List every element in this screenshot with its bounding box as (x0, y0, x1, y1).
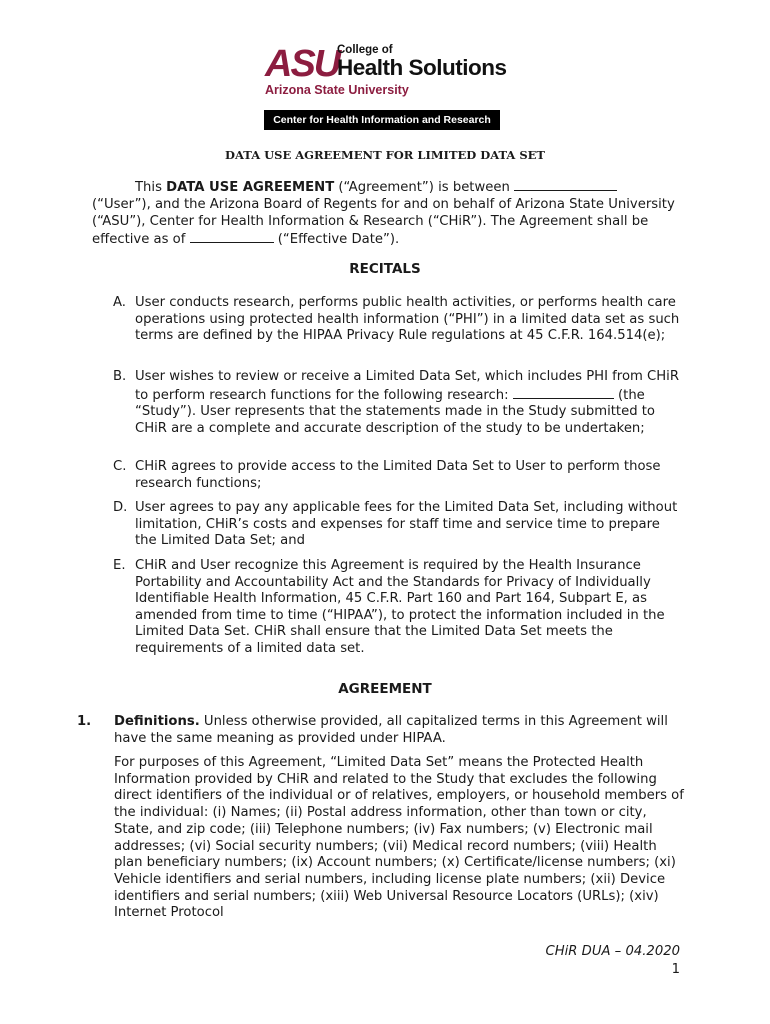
effective-date-blank[interactable] (190, 230, 274, 243)
intro-effective: (“Effective Date”). (273, 232, 400, 247)
recital-text: User agrees to pay any applicable fees for the Limited Data Set, including without limitation, CHiR’s costs and expenses for staff time and service time to prepare the Limited Data Set; and (135, 500, 678, 548)
recital-letter: C. (113, 459, 127, 474)
agreement-heading: AGREEMENT (338, 681, 432, 697)
recital-text-b: (the “Study”). User represents that the statements made in the Study submitted to CHiR are a complete and accurate description of the study to be undertaken; (135, 387, 656, 436)
center-banner: Center for Health Information and Research (264, 110, 500, 130)
section-number: 1. (77, 714, 92, 729)
recital-e (113, 558, 683, 657)
intro-rest: (“User”), and the Arizona Board of Regents for and on behalf of Arizona State University (“ASU”), Center for Health Information & Research (“CHiR”). The Agreement shall be effective as of (92, 197, 675, 247)
definitions-section (77, 714, 682, 747)
recital-text: CHiR and User recognize this Agreement is required by the Health Insurance Portability and Accountability Act and the Standards for Privacy of Individually Identifiable Health Information, 45 C.F.R. Part 160 and Part 164, Subpart E, as amended from time to time (“HIPAA”), to protect the information included in the Limited Data Set. CHiR shall ensure that the Limited Data Set meets the requirements of a limited data set. (135, 558, 665, 656)
recital-text-a: User wishes to review or receive a Limited Data Set, which includes PHI from CHiR to perform research functions for the following research: (135, 369, 679, 403)
recitals-heading: RECITALS (349, 261, 421, 277)
recital-c (113, 459, 683, 492)
footer-doc-id: CHiR DUA – 04.2020 (545, 944, 680, 959)
research-blank[interactable] (513, 386, 614, 399)
user-name-blank[interactable] (514, 178, 617, 191)
asu-wordmark: ASU (265, 43, 340, 85)
logo-college-text: College of (337, 44, 393, 56)
page-number: 1 (671, 962, 680, 977)
document-title: DATA USE AGREEMENT FOR LIMITED DATA SET (225, 148, 545, 162)
definitions-text: Unless otherwise provided, all capitalized terms in this Agreement will have the same meaning as provided under HIPAA. (114, 714, 668, 746)
intro-paragraph (92, 178, 682, 248)
recital-a (113, 295, 683, 345)
recital-d (113, 500, 683, 550)
logo-university-text: Arizona State University (265, 83, 409, 97)
recital-letter: E. (113, 558, 126, 573)
intro-after-bold: (“Agreement”) is between (334, 180, 510, 195)
definitions-heading: Definitions. (114, 714, 200, 729)
intro-lead: This (135, 180, 167, 195)
recital-b (113, 369, 683, 437)
intro-bold: DATA USE AGREEMENT (166, 180, 335, 195)
recital-text: CHiR agrees to provide access to the Limited Data Set to User to perform those research functions; (135, 459, 661, 491)
limited-data-set-paragraph: For purposes of this Agreement, “Limited Data Set” means the Protected Health Information provided by CHiR and related to the Study that excludes the following direct identifiers of the individual or of relatives, employers, or household members of the individual: (i) Names; (ii) Postal address information, other than town or city, State, and zip code; (iii) Telephone numbers; (iv) Fax numbers; (v) Electronic mail addresses; (vi) Social security numbers; (vii) Medical record numbers; (viii) Health plan beneficiary numbers; (ix) Account numbers; (x) Certificate/license numbers; (xi) Vehicle identifiers and serial numbers, including license plate numbers; (xii) Device identifiers and serial numbers; (xiii) Web Universal Resource Locators (URLs); (xiv) Internet Protocol (114, 755, 684, 921)
recital-letter: D. (113, 500, 128, 515)
recital-text: User conducts research, performs public health activities, or performs health care operations using protected health information (“PHI”) in a limited data set as such terms are defined by the HIPAA Privacy Rule regulations at 45 C.F.R. 164.514(e); (135, 295, 680, 343)
recital-letter: B. (113, 369, 127, 384)
recital-letter: A. (113, 295, 126, 310)
logo-unit-text: Health Solutions (337, 55, 507, 80)
